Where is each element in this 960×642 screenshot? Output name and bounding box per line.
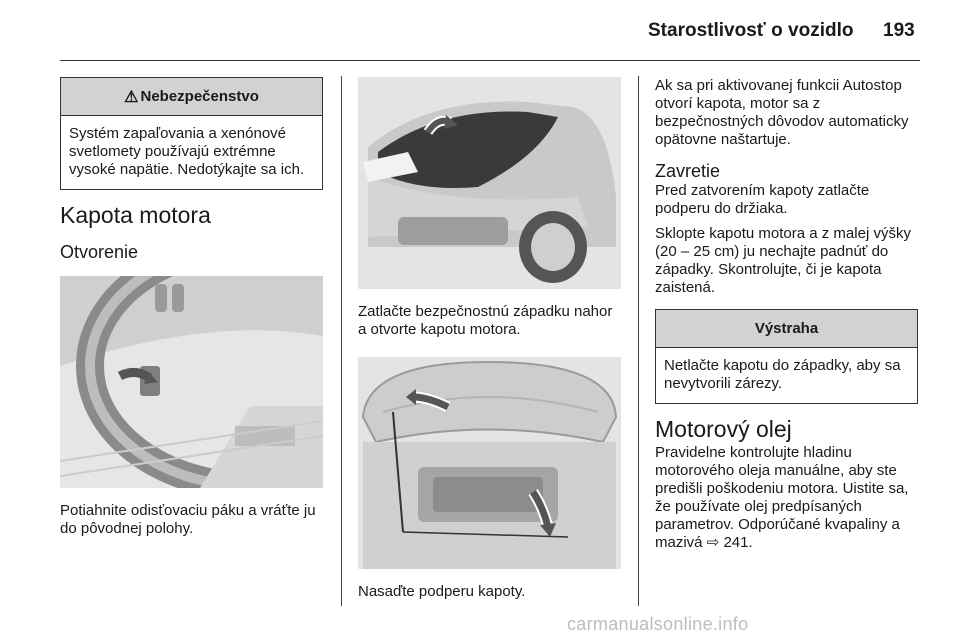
caution-box-header [656,310,917,348]
caution-box-text: Netlačte kapotu do západky, aby sa nevytvorili zárezy. [664,357,901,392]
hood-stay-illustration [358,357,621,569]
release-lever-illustration [60,276,323,488]
lever-caption: Potiahnite odisťovaciu páku a vráťte ju do pôvodnej polohy. [60,502,316,537]
latch-caption: Zatlačte bezpečnostnú západku nahor a otvorte kapotu motora. [358,303,613,338]
autostop-paragraph: Ak sa pri aktivovanej funkcii Autostop otvorí kapota, motor sa z bezpečnostných dôvodov automaticky opätovne naštartuje. [655,77,909,148]
watermark: carmanualsonline.info [567,614,749,634]
engine-oil-text: Pravidelne kontrolujte hladinu motorového oleja manuálne, aby ste predišli poškodeniu motora. Uistite sa, že používate olej predpísaných parametrov. Odporúčané kvapaliny a mazivá [655,444,909,551]
danger-box-title: Nebezpečenstvo [140,88,259,105]
column-divider [638,76,639,606]
section-title: Kapota motora [60,202,211,228]
header-rule [60,60,920,61]
engine-oil-title: Motorový olej [655,416,792,442]
danger-box-header [61,78,322,116]
danger-box [60,77,323,190]
column-middle [358,77,621,601]
closing-paragraph-1: Pred zatvorením kapoty zatlačte podperu do držiaka. [655,182,870,217]
warning-triangle-icon: ⚠ [124,88,139,106]
subsection-title: Otvorenie [60,242,139,262]
closing-title: Zavretie [655,161,721,181]
column-divider [341,76,342,606]
page-number: 193 [883,20,915,41]
hood-latch-illustration [358,77,621,289]
engine-oil-paragraph [655,444,920,552]
stay-caption: Nasaďte podperu kapoty. [358,583,526,600]
page-ref-arrow-icon: ⇨ [706,534,720,551]
page-ref-link[interactable]: 241. [723,534,753,551]
caution-box [655,309,918,404]
column-right [655,77,920,552]
caution-box-title: Výstraha [754,320,819,337]
danger-box-text: Systém zapaľovania a xenónové svetlomety používajú extrémne vysoké napätie. Nedotýkajte sa ich. [69,125,305,178]
column-left [60,77,323,538]
running-header-title: Starostlivosť o vozidlo [648,20,854,41]
closing-paragraph-2: Sklopte kapotu motora a z malej výšky (20 – 25 cm) ju nechajte padnúť do západky. Skontrolujte, či je kapota zaistená. [655,225,911,296]
